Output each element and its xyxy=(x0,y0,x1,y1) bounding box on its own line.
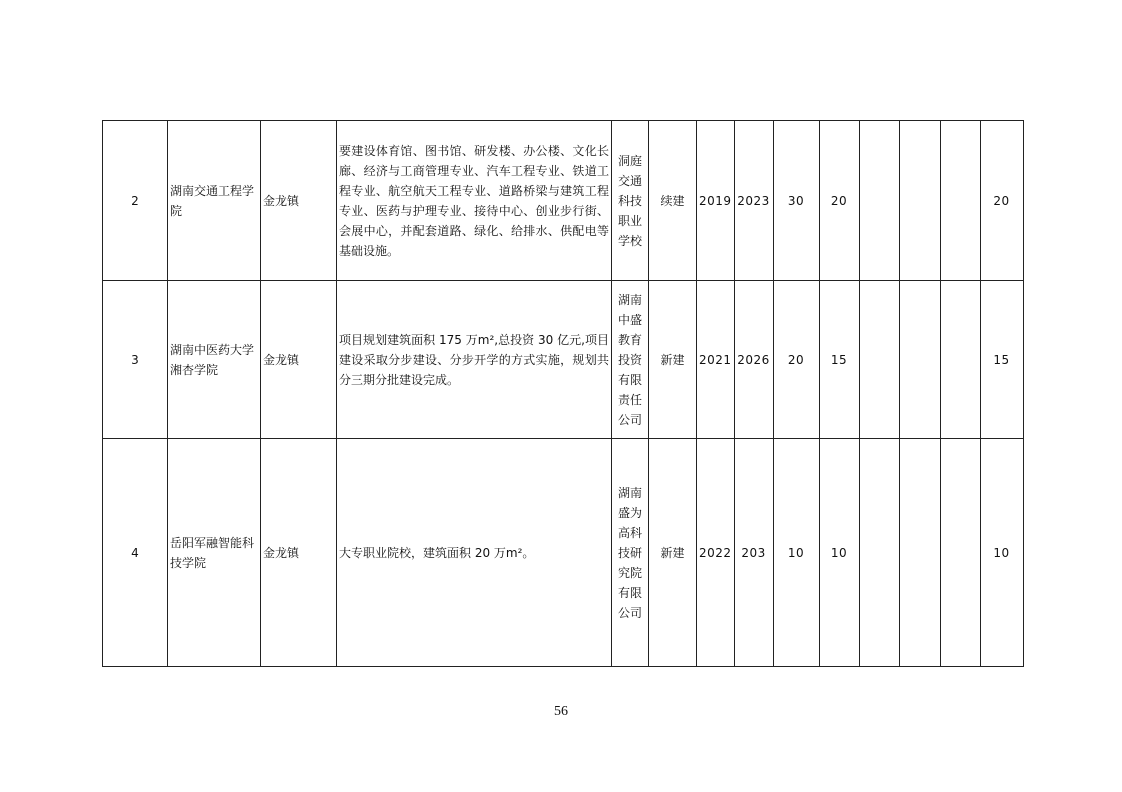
blank-cell xyxy=(899,121,940,281)
blank-cell xyxy=(940,439,980,667)
total-investment: 10 xyxy=(773,439,819,667)
blank-cell xyxy=(940,121,980,281)
construction-nature: 续建 xyxy=(649,121,697,281)
town: 金龙镇 xyxy=(261,281,337,439)
row-number: 2 xyxy=(103,121,168,281)
construction-nature: 新建 xyxy=(649,439,697,667)
blank-cell xyxy=(859,439,899,667)
town: 金龙镇 xyxy=(261,121,337,281)
owner-unit: 洞庭 交通 科技 职业 学校 xyxy=(612,121,649,281)
blank-cell xyxy=(859,281,899,439)
owner-unit: 湖南 盛为 高科 技研 究院 有限 公司 xyxy=(612,439,649,667)
project-name: 湖南交通工程学院 xyxy=(168,121,261,281)
start-year: 2022 xyxy=(697,439,735,667)
total-investment: 20 xyxy=(773,281,819,439)
blank-cell xyxy=(859,121,899,281)
page-number: 56 xyxy=(554,704,568,719)
construction-nature: 新建 xyxy=(649,281,697,439)
table-row xyxy=(103,121,1024,281)
blank-cell xyxy=(899,281,940,439)
total-investment: 30 xyxy=(773,121,819,281)
last-value: 15 xyxy=(980,281,1023,439)
project-name: 岳阳军融智能科技学院 xyxy=(168,439,261,667)
row-number: 3 xyxy=(103,281,168,439)
planned-investment: 15 xyxy=(819,281,859,439)
project-table xyxy=(102,120,1024,667)
last-value: 10 xyxy=(980,439,1023,667)
town: 金龙镇 xyxy=(261,439,337,667)
end-year: 2026 xyxy=(734,281,773,439)
construction-content: 大专职业院校，建筑面积 20 万m²。 xyxy=(337,439,612,667)
table-row xyxy=(103,439,1024,667)
end-year: 203 xyxy=(734,439,773,667)
last-value: 20 xyxy=(980,121,1023,281)
start-year: 2019 xyxy=(697,121,735,281)
blank-cell xyxy=(899,439,940,667)
construction-content: 项目规划建筑面积 175 万m²,总投资 30 亿元,项目建设采取分步建设、分步开学的方式实施，规划共分三期分批建设完成。 xyxy=(337,281,612,439)
end-year: 2023 xyxy=(734,121,773,281)
blank-cell xyxy=(940,281,980,439)
project-name: 湖南中医药大学湘杏学院 xyxy=(168,281,261,439)
row-number: 4 xyxy=(103,439,168,667)
start-year: 2021 xyxy=(697,281,735,439)
table-row xyxy=(103,281,1024,439)
planned-investment: 10 xyxy=(819,439,859,667)
owner-unit: 湖南 中盛 教育 投资 有限 责任 公司 xyxy=(612,281,649,439)
planned-investment: 20 xyxy=(819,121,859,281)
construction-content: 要建设体育馆、图书馆、研发楼、办公楼、文化长廊、经济与工商管理专业、汽车工程专业、铁道工程专业、航空航天工程专业、道路桥梁与建筑工程专业、医药与护理专业、接待中心、创业步行街、会展中心，并配套道路、绿化、给排水、供配电等基础设施。 xyxy=(337,121,612,281)
